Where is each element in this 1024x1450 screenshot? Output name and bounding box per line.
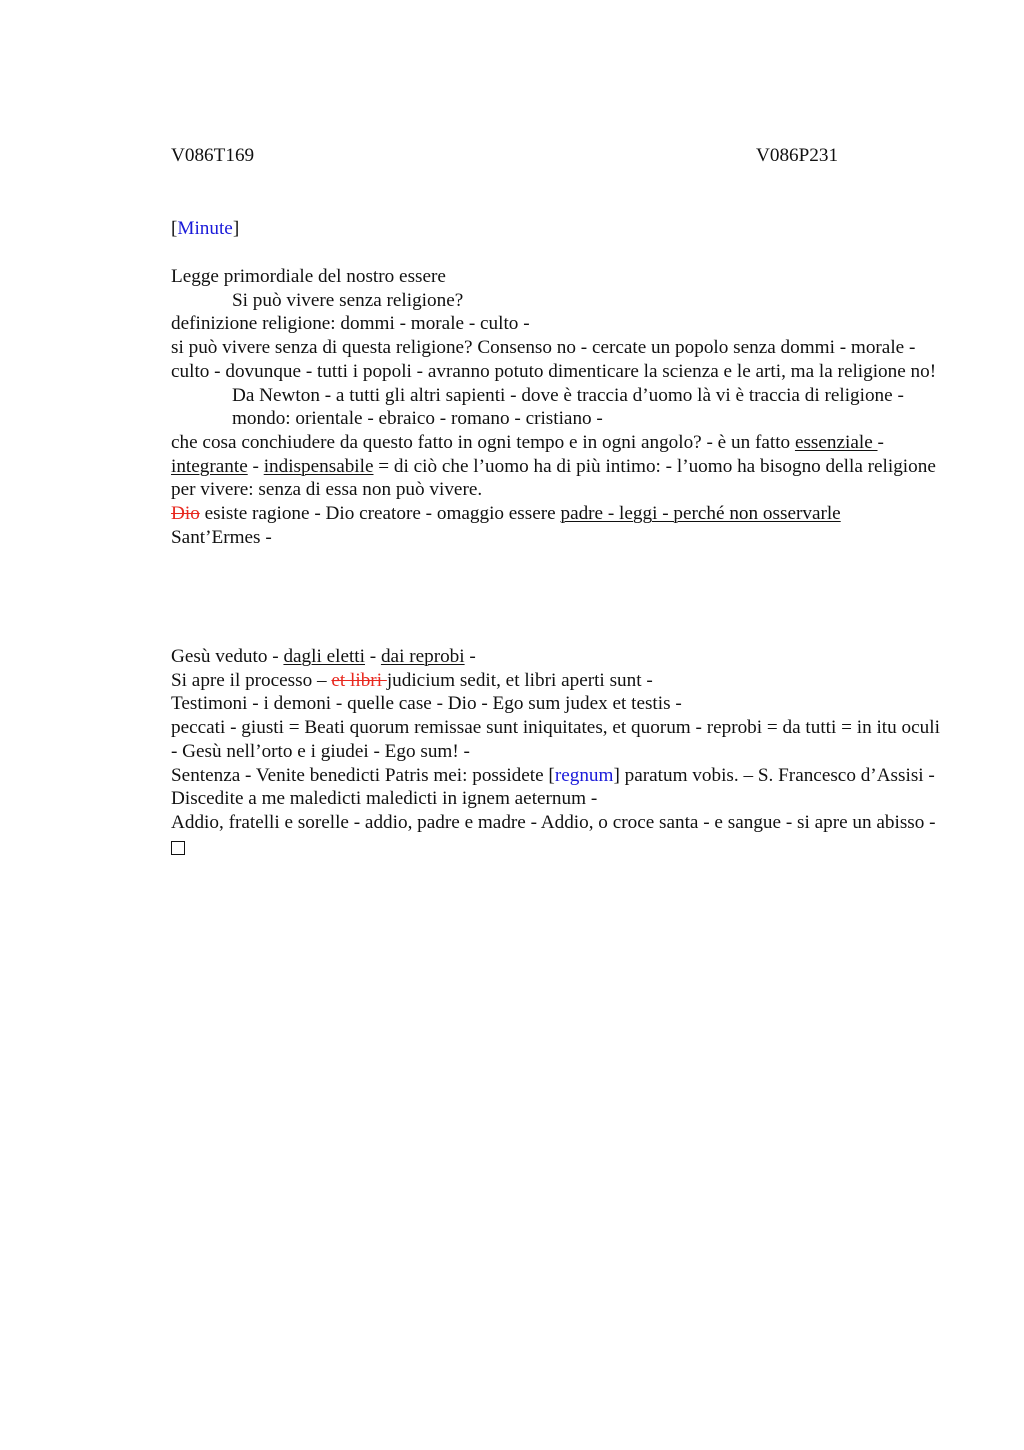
text-line: definizione religione: dommi - morale - culto - [171,313,530,335]
text-line: Testimoni - i demoni - quelle case - Dio - Ego sum judex et testis - [171,693,682,715]
text-run: judicium sedit, et libri aperti sunt - [386,669,653,691]
text-run: - [364,646,381,667]
end-marker-square-icon [171,835,941,862]
underlined-text: essenziale [794,431,878,453]
text-run: - [464,646,476,667]
text-line: Legge primordiale del nostro essere [171,266,446,287]
text-run: - [877,431,884,453]
deleted-text: Dio [171,503,200,525]
deleted-text: et libri [331,669,387,691]
minute-bracket-close: ] [232,218,240,239]
text-line: mondo: orientale - ebraico - romano - cristiano - [232,408,603,430]
page-code-right: V086P231 [756,145,839,166]
text-run: che cosa conchiudere da questo fatto in ogni tempo e in ogni angolo? - è un fatto [171,431,795,453]
text-line [171,502,941,526]
text-line: Sant’Ermes - [171,526,272,548]
section-giudizio [171,645,941,861]
text-run: esiste ragione - Dio creatore - omaggio essere [199,503,561,525]
document-code-left: V086T169 [171,145,255,166]
underlined-text: padre - leggi - perché non osservarle [560,503,841,525]
text-paragraph [171,764,941,811]
underlined-text: dai reprobi [380,646,465,667]
text-run: Gesù veduto - [171,646,284,667]
text-paragraph [171,431,941,502]
underlined-text: indispensabile [263,455,374,477]
text-paragraph: peccati - giusti = Beati quorum remissae sunt iniquitates, et quorum - reprobi = da tutti = in itu oculi - Gesù nell’orto e i giudei - Ego sum! - [171,717,940,762]
text-run: = di ciò che l’uomo ha di più intimo: - l’uomo ha bisogno della religione per vivere: senza di essa non può vivere. [171,455,936,501]
editorial-insertion-link[interactable]: regnum [554,764,614,786]
section-religione [171,265,941,549]
text-line [171,669,941,693]
text-paragraph: Da Newton - a tutti gli altri sapienti - dove è traccia d’uomo là vi è traccia di religione - [232,384,904,406]
text-run: Sentenza - Venite benedicti Patris mei: possidete [ [171,764,555,786]
minute-bracket-open: [ [171,218,178,239]
minute-label [171,217,941,241]
text-line: Si può vivere senza religione? [232,289,464,311]
text-line [171,645,941,669]
text-paragraph: si può vivere senza di questa religione? Consenso no - cercate un popolo senza dommi - morale - culto - dovunque - tutti i popoli - avranno potuto dimenticare la scienza e le arti, ma la religione no! [171,337,937,382]
underlined-text: dagli eletti [283,646,365,667]
text-run: ] paratum vobis. – S. Francesco d’Assisi - Discedite a me maledicti maledicti in ignem aeternum - [171,764,935,810]
underlined-text: integrante [171,455,248,477]
text-paragraph: Addio, fratelli e sorelle - addio, padre e madre - Addio, o croce santa - e sangue - si apre un abisso - [171,811,936,833]
text-run: Si apre il processo – [171,669,332,691]
text-run: - [247,455,264,477]
minute-link[interactable]: Minute [177,218,233,239]
